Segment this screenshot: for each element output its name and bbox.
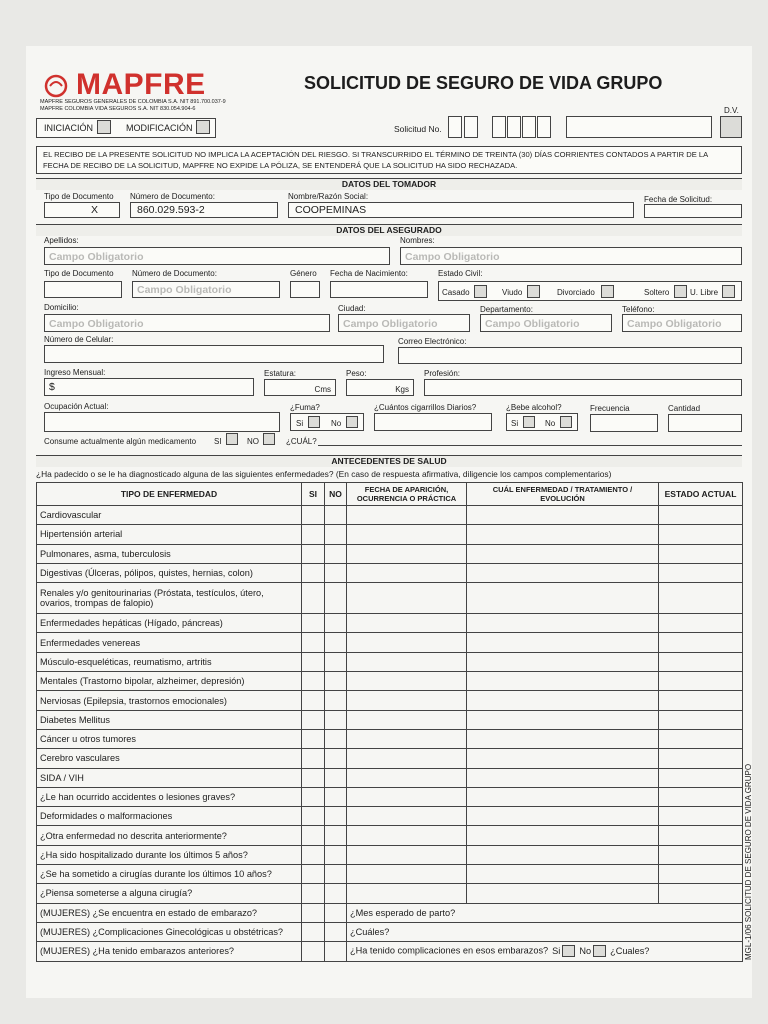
ocupacion-field[interactable] [44,412,280,432]
tomador-nombre-field[interactable] [288,202,634,218]
mujeres-followup[interactable] [347,922,743,941]
table-row [37,729,743,748]
disease-name: ¿Piensa someterse a alguna cirugía? [37,884,302,903]
iniciacion-checkbox[interactable] [97,120,111,134]
disease-name: Digestivas (Úlceras, pólipos, quistes, hernias, colon) [37,563,302,582]
estado-cell[interactable] [659,807,743,826]
alcohol-si-label: Si [511,419,519,428]
peso-unit: Kgs [395,385,409,394]
mujeres-followup[interactable] [347,903,743,922]
medicamento-cual-line[interactable] [318,445,742,446]
tomador-fecha-field[interactable] [644,204,742,218]
table-row [37,807,743,826]
fuma-si-checkbox[interactable] [308,416,320,428]
profesion-field[interactable] [424,379,742,396]
solicitud-number-field[interactable] [566,116,712,138]
estado-cell[interactable] [659,729,743,748]
cantidad-field[interactable] [668,414,742,432]
cual-cell[interactable] [467,884,659,903]
estado-ulibre-label: U. Libre [690,288,719,297]
table-row [37,691,743,710]
no-cell[interactable] [325,749,347,768]
estado-soltero-checkbox[interactable] [674,285,687,298]
fuma-no-checkbox[interactable] [346,416,358,428]
si-cell[interactable] [302,506,325,525]
telefono-label: Teléfono: [622,305,655,314]
col-cual: CUÁL ENFERMEDAD / TRATAMIENTO / EVOLUCIÓN [467,483,659,506]
cual-cell[interactable] [467,633,659,652]
si-cell[interactable] [302,845,325,864]
table-row [37,633,743,652]
tomador-num-doc-value: 860.029.593-2 [137,204,205,216]
estado-divorciado-checkbox[interactable] [601,285,614,298]
departamento-field[interactable] [480,314,612,332]
departamento-placeholder: Campo Obligatorio [485,319,580,330]
notice-box [36,146,742,174]
disease-name: Deformidades o malformaciones [37,807,302,826]
table-row [37,826,743,845]
medicamento-cual-label: ¿CUÁL? [286,437,317,446]
table-row [37,865,743,884]
disease-name: Mentales (Trastorno bipolar, alzheimer, depresión) [37,672,302,691]
estado-casado-label: Casado [442,288,470,297]
table-row [37,506,743,525]
disease-name: Músculo-esqueléticas, reumatismo, artritis [37,652,302,671]
modificacion-checkbox[interactable] [196,120,210,134]
ingreso-field[interactable] [44,378,254,396]
cual-cell[interactable] [467,672,659,691]
estado-divorciado-label: Divorciado [557,288,595,297]
fecha-cell[interactable] [347,525,467,544]
complicaciones-si-checkbox[interactable] [562,945,575,957]
ciudad-field[interactable] [338,314,470,332]
medicamento-no-label: NO [247,437,259,446]
fecha-nac-field[interactable] [330,281,428,298]
si-cell[interactable] [302,633,325,652]
fecha-cell[interactable] [347,807,467,826]
no-cell[interactable] [325,691,347,710]
tomador-header: DATOS DEL TOMADOR [36,178,742,190]
medicamento-label: Consume actualmente algún medicamento [44,437,197,446]
fecha-cell[interactable] [347,710,467,729]
ocupacion-label: Ocupación Actual: [44,402,109,411]
aseg-tipo-doc-field[interactable] [44,281,122,298]
tomador-tipo-doc-value: X [91,204,99,216]
cual-cell[interactable] [467,845,659,864]
brand-line-2: MAPFRE COLOMBIA VIDA SEGUROS S.A. NIT 830.054.904-6 [40,106,196,112]
col-tipo-enfermedad: TIPO DE ENFERMEDAD [37,483,302,506]
mujeres-followup-label: ¿Mes esperado de parto? [350,907,456,918]
table-row [37,583,743,614]
cual-cell[interactable] [467,729,659,748]
table-row [37,652,743,671]
si-cell[interactable] [302,903,325,922]
si-cell[interactable] [302,691,325,710]
notice-text: EL RECIBO DE LA PRESENTE SOLICITUD NO IMPLICA LA ACEPTACIÓN DEL RIESGO. SI TRANSCURRIDO EL TÉRMINO DE TREINTA (30) DÍAS CORRIENTES CONTADOS A PARTIR DE LA FECHA DE RECIBO DE LA SOLICITUD, MAPFRE NO EXPIDE LA PÓLIZA, SE ENTENDERÁ QUE LA SOLICITUD HA SIDO RECHAZADA. [43,150,708,170]
complicaciones-no-label: No [579,945,592,956]
correo-field[interactable] [398,347,742,364]
fecha-cell[interactable] [347,614,467,633]
fecha-cell[interactable] [347,544,467,563]
table-row [37,845,743,864]
domicilio-label: Domicilio: [44,303,79,312]
estado-cell[interactable] [659,652,743,671]
mujeres-followup-label: ¿Ha tenido complicaciones en esos embarazos? [350,945,549,956]
estado-cell[interactable] [659,563,743,582]
si-cell[interactable] [302,749,325,768]
disease-name: Cerebro vasculares [37,749,302,768]
celular-label: Número de Celular: [44,335,114,344]
apellidos-placeholder: Campo Obligatorio [49,252,144,263]
table-row [37,525,743,544]
aseg-num-doc-placeholder: Campo Obligatorio [137,285,232,296]
estado-soltero-label: Soltero [644,288,670,297]
telefono-placeholder: Campo Obligatorio [627,319,722,330]
no-cell[interactable] [325,633,347,652]
modificacion-label: MODIFICACIÓN [126,123,193,133]
disease-name: ¿Otra enfermedad no descrita anteriormente? [37,826,302,845]
estado-cell[interactable] [659,691,743,710]
no-cell[interactable] [325,768,347,787]
table-row [37,710,743,729]
genero-label: Género [290,269,317,278]
estado-cell[interactable] [659,884,743,903]
disease-name: ¿Se ha sometido a cirugías durante los últimos 10 años? [37,865,302,884]
no-cell[interactable] [325,787,347,806]
estado-cell[interactable] [659,749,743,768]
complicaciones-cuales-label: ¿Cuales? [610,945,650,956]
brand-line-1: MAPFRE SEGUROS GENERALES DE COLOMBIA S.A. NIT 891.700.037-9 [40,99,226,105]
disease-name: Renales y/o genitourinarias (Próstata, testículos, útero, ovarios, trompas de falopio) [37,583,302,614]
disease-name: SIDA / VIH [37,768,302,787]
alcohol-si-checkbox[interactable] [523,416,535,428]
cantidad-label: Cantidad [668,404,701,413]
cual-cell[interactable] [467,787,659,806]
correo-label: Correo Electrónico: [398,337,467,346]
alcohol-no-label: No [545,419,556,428]
cual-cell[interactable] [467,525,659,544]
iniciacion-label: INICIACIÓN [44,123,94,133]
no-cell[interactable] [325,865,347,884]
apellidos-field[interactable] [44,247,390,265]
table-row [37,544,743,563]
solicitud-digit-2[interactable] [464,116,478,138]
fecha-cell[interactable] [347,672,467,691]
aseg-num-doc-field[interactable] [132,281,280,298]
peso-field[interactable] [346,379,414,396]
no-cell[interactable] [325,807,347,826]
fecha-cell[interactable] [347,633,467,652]
si-cell[interactable] [302,884,325,903]
health-table-header [37,483,743,506]
cual-cell[interactable] [467,544,659,563]
fecha-cell[interactable] [347,884,467,903]
si-cell[interactable] [302,826,325,845]
fecha-cell[interactable] [347,826,467,845]
mujeres-question: (MUJERES) ¿Complicaciones Ginecológicas u obstétricas? [37,922,302,941]
tomador-fecha-label: Fecha de Solicitud: [644,195,713,204]
aseg-num-doc-label: Número de Documento: [132,269,217,278]
no-cell[interactable] [325,942,347,961]
salud-header: ANTECEDENTES DE SALUD [36,455,742,467]
complicaciones-si-label: Si [552,945,561,956]
disease-name: Cáncer u otros tumores [37,729,302,748]
estatura-unit: Cms [314,385,331,394]
no-cell[interactable] [325,652,347,671]
no-cell[interactable] [325,903,347,922]
si-cell[interactable] [302,768,325,787]
no-cell[interactable] [325,922,347,941]
cigarrillos-label: ¿Cuántos cigarrillos Diarios? [374,403,477,412]
medicamento-no-checkbox[interactable] [263,433,275,445]
fecha-cell[interactable] [347,865,467,884]
estado-cell[interactable] [659,583,743,614]
tomador-nombre-label: Nombre/Razón Social: [288,192,369,201]
brand-name: MAPFRE [76,68,206,101]
disease-name: Enfermedades venereas [37,633,302,652]
estado-casado-checkbox[interactable] [474,285,487,298]
table-row [37,672,743,691]
disease-name: Cardiovascular [37,506,302,525]
estado-cell[interactable] [659,865,743,884]
si-cell[interactable] [302,942,325,961]
fecha-cell[interactable] [347,652,467,671]
tomador-tipo-doc-field[interactable] [44,202,120,218]
fecha-cell[interactable] [347,506,467,525]
disease-name: ¿Le han ocurrido accidentes o lesiones graves? [37,787,302,806]
table-row [37,884,743,903]
si-cell[interactable] [302,614,325,633]
asegurado-header: DATOS DEL ASEGURADO [36,224,742,236]
dv-label: D.V. [724,106,739,115]
alcohol-no-checkbox[interactable] [560,416,572,428]
fecha-cell[interactable] [347,729,467,748]
cual-cell[interactable] [467,865,659,884]
mujeres-row [37,922,743,941]
estado-cell[interactable] [659,787,743,806]
no-cell[interactable] [325,884,347,903]
estado-cell[interactable] [659,845,743,864]
no-cell[interactable] [325,583,347,614]
fecha-nac-label: Fecha de Nacimiento: [330,269,408,278]
si-cell[interactable] [302,563,325,582]
estado-cell[interactable] [659,614,743,633]
tomador-num-doc-label: Número de Documento: [130,192,215,201]
si-cell[interactable] [302,807,325,826]
domicilio-placeholder: Campo Obligatorio [49,319,144,330]
estatura-field[interactable] [264,379,336,396]
no-cell[interactable] [325,729,347,748]
fecha-cell[interactable] [347,691,467,710]
mapfre-logo [44,68,244,102]
mujeres-row [37,942,743,961]
nombres-label: Nombres: [400,236,435,245]
table-row [37,614,743,633]
no-cell[interactable] [325,525,347,544]
fecha-cell[interactable] [347,563,467,582]
tomador-nombre-value: COOPEMINAS [295,204,367,216]
fuma-label: ¿Fuma? [290,403,320,412]
mujeres-row [37,903,743,922]
si-cell[interactable] [302,922,325,941]
domicilio-field[interactable] [44,314,330,332]
peso-label: Peso: [346,369,367,378]
table-row [37,787,743,806]
solicitud-digit-5[interactable] [522,116,536,138]
cual-cell[interactable] [467,691,659,710]
si-cell[interactable] [302,787,325,806]
genero-field[interactable] [290,281,320,298]
ciudad-placeholder: Campo Obligatorio [343,319,438,330]
estado-cell[interactable] [659,544,743,563]
alcohol-label: ¿Bebe alcohol? [506,403,562,412]
nombres-field[interactable] [400,247,742,265]
estado-civil-label: Estado Civil: [438,269,483,278]
col-si: SI [302,483,325,506]
no-cell[interactable] [325,563,347,582]
fecha-cell[interactable] [347,749,467,768]
fuma-si-label: Si [296,419,304,428]
cual-cell[interactable] [467,768,659,787]
side-form-code: MGL-1/06 SOLICITUD DE SEGURO DE VIDA GRUPO [744,763,753,960]
cual-cell[interactable] [467,583,659,614]
estado-viudo-label: Viudo [502,288,523,297]
estado-cell[interactable] [659,506,743,525]
si-cell[interactable] [302,583,325,614]
disease-name: Diabetes Mellitus [37,710,302,729]
disease-name: ¿Ha sido hospitalizado durante los últimos 5 años? [37,845,302,864]
disease-name: Enfermedades hepáticas (Hígado, páncreas) [37,614,302,633]
fecha-cell[interactable] [347,845,467,864]
cual-cell[interactable] [467,614,659,633]
no-cell[interactable] [325,544,347,563]
salud-question: ¿Ha padecido o se le ha diagnosticado alguna de las siguientes enfermedades? (En caso de respuesta afirmativa, diligencie los campos complementarios) [36,469,612,479]
cual-cell[interactable] [467,652,659,671]
mujeres-question: (MUJERES) ¿Ha tenido embarazos anteriores? [37,942,302,961]
estatura-label: Estatura: [264,369,297,378]
table-row [37,563,743,582]
solicitud-label: Solicitud No. [394,124,442,134]
estado-cell[interactable] [659,525,743,544]
estado-cell[interactable] [659,768,743,787]
tomador-tipo-doc-label: Tipo de Documento [44,192,114,201]
medicamento-si-label: SI [214,437,222,446]
tomador-num-doc-field[interactable] [130,202,278,218]
cual-cell[interactable] [467,749,659,768]
estado-cell[interactable] [659,710,743,729]
complicaciones-no-checkbox[interactable] [593,945,606,957]
solicitud-digit-1[interactable] [448,116,462,138]
col-no: NO [325,483,347,506]
frecuencia-label: Frecuencia [590,404,630,413]
col-fecha: FECHA DE APARICIÓN, OCURRENCIA O PRÁCTICA [347,483,467,506]
aseg-tipo-doc-label: Tipo de Documento [44,269,114,278]
si-cell[interactable] [302,652,325,671]
si-cell[interactable] [302,672,325,691]
no-cell[interactable] [325,506,347,525]
disease-name: Hipertensión arterial [37,525,302,544]
medicamento-si-checkbox[interactable] [226,433,238,445]
fecha-cell[interactable] [347,583,467,614]
no-cell[interactable] [325,710,347,729]
no-cell[interactable] [325,826,347,845]
cual-cell[interactable] [467,807,659,826]
cual-cell[interactable] [467,563,659,582]
table-row [37,768,743,787]
estado-viudo-checkbox[interactable] [527,285,540,298]
profesion-label: Profesión: [424,369,461,378]
estado-cell[interactable] [659,672,743,691]
form-title: SOLICITUD DE SEGURO DE VIDA GRUPO [304,73,663,93]
estado-cell[interactable] [659,826,743,845]
ingreso-label: Ingreso Mensual: [44,368,106,377]
cual-cell[interactable] [467,826,659,845]
mujeres-followup-label: ¿Cuáles? [350,927,390,938]
ciudad-label: Ciudad: [338,304,366,313]
si-cell[interactable] [302,544,325,563]
nombres-placeholder: Campo Obligatorio [405,252,500,263]
si-cell[interactable] [302,710,325,729]
estado-cell[interactable] [659,633,743,652]
mujeres-question: (MUJERES) ¿Se encuentra en estado de embarazo? [37,903,302,922]
mujeres-followup[interactable] [347,942,743,961]
no-cell[interactable] [325,845,347,864]
apellidos-label: Apellidos: [44,236,79,245]
fuma-no-label: No [331,419,342,428]
dv-field[interactable] [720,116,742,138]
fecha-cell[interactable] [347,787,467,806]
no-cell[interactable] [325,614,347,633]
cual-cell[interactable] [467,506,659,525]
health-table [36,482,743,962]
ingreso-prefix: $ [49,381,55,393]
fecha-cell[interactable] [347,768,467,787]
frecuencia-field[interactable] [590,414,658,432]
telefono-field[interactable] [622,314,742,332]
departamento-label: Departamento: [480,305,533,314]
disease-name: Pulmonares, asma, tuberculosis [37,544,302,563]
si-cell[interactable] [302,865,325,884]
si-cell[interactable] [302,729,325,748]
solicitud-digit-6[interactable] [537,116,551,138]
si-cell[interactable] [302,525,325,544]
solicitud-digit-4[interactable] [507,116,521,138]
solicitud-digit-3[interactable] [492,116,506,138]
no-cell[interactable] [325,672,347,691]
estado-ulibre-checkbox[interactable] [722,285,735,298]
table-row [37,749,743,768]
cual-cell[interactable] [467,710,659,729]
cigarrillos-field[interactable] [374,413,492,431]
disease-name: Nerviosas (Epilepsia, trastornos emocionales) [37,691,302,710]
celular-field[interactable] [44,345,384,363]
col-estado: ESTADO ACTUAL [659,483,743,506]
